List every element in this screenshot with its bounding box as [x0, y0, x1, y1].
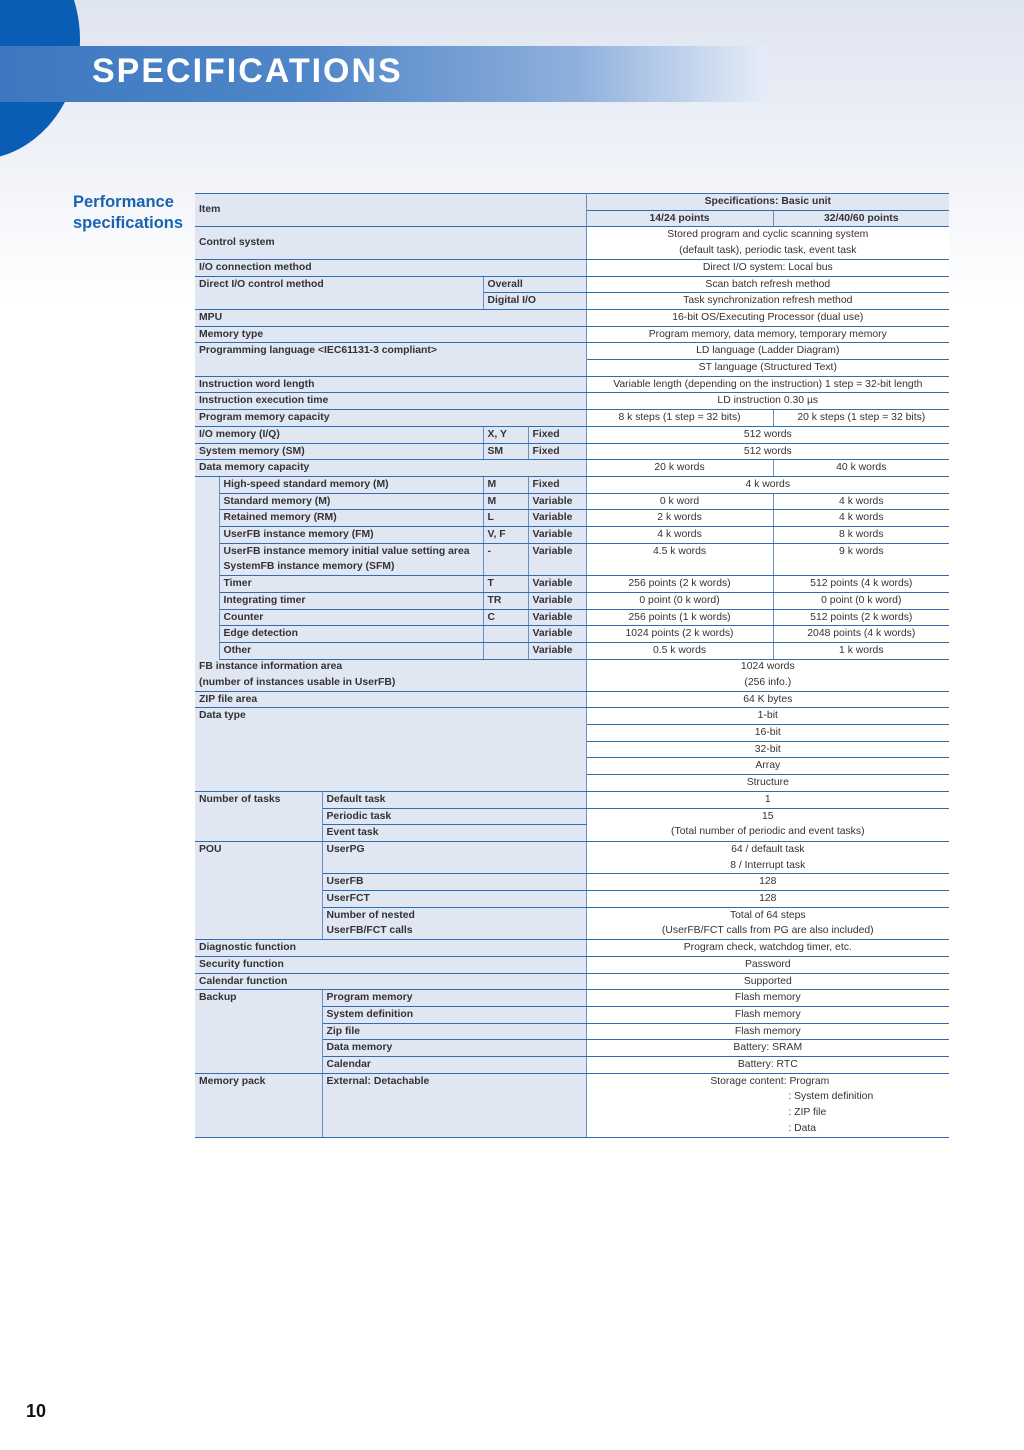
row-symbol: M [483, 476, 528, 493]
row-value: Supported [586, 973, 949, 990]
row-value [586, 808, 949, 841]
row-value: Structure [586, 775, 949, 792]
row-symbol: M [483, 493, 528, 510]
row-value: 16-bit OS/Executing Processor (dual use) [586, 309, 949, 326]
value-line: (default task), periodic task, event task [679, 245, 857, 257]
header-col1: 14/24 points [586, 210, 773, 227]
row-value-col1: 0.5 k words [586, 642, 773, 659]
row-label: I/O memory (I/Q) [195, 426, 483, 443]
row-value: Scan batch refresh method [586, 276, 949, 293]
value-line: Total of 64 steps [729, 909, 806, 921]
table-row [195, 527, 949, 544]
row-value [586, 659, 949, 691]
table-row [195, 576, 949, 593]
row-value: 1-bit [586, 708, 949, 725]
table-row [195, 973, 949, 990]
row-value-col1: 20 k words [586, 460, 773, 477]
row-value: Program check, watchdog timer, etc. [586, 940, 949, 957]
table-row [195, 426, 949, 443]
label-line: UserFB instance memory initial value setting area [223, 545, 470, 557]
row-type: Variable [528, 527, 586, 544]
row-value: Battery: SRAM [586, 1040, 949, 1057]
row-value: Flash memory [586, 1006, 949, 1023]
row-label: Counter [219, 609, 483, 626]
memory-pack-list [662, 1074, 873, 1137]
row-sublabel: UserPG [322, 841, 586, 873]
row-value-col2: 8 k words [773, 527, 949, 544]
row-value-col1: 1024 points (2 k words) [586, 626, 773, 643]
performance-spec-table [195, 193, 949, 1138]
value-line: (Total number of periodic and event tasks) [671, 826, 865, 838]
label-line: Number of nested [326, 909, 415, 921]
row-value-col2: 512 points (4 k words) [773, 576, 949, 593]
row-label: Programming language <IEC61131-3 compliant> [195, 343, 586, 376]
value-line: 8 / Interrupt task [730, 859, 806, 871]
row-value: 32-bit [586, 741, 949, 758]
value-line: Stored program and cyclic scanning system [667, 229, 869, 241]
row-value: 128 [586, 891, 949, 908]
table-row [195, 460, 949, 477]
row-sublabel: Program memory [322, 990, 586, 1007]
row-sublabel: Digital I/O [483, 293, 586, 310]
row-sublabel: Data memory [322, 1040, 586, 1057]
row-type: Fixed [528, 476, 586, 493]
row-label [219, 543, 483, 575]
row-type: Fixed [528, 443, 586, 460]
row-label: UserFB instance memory (FM) [219, 527, 483, 544]
value-line: Storage content: Program [710, 1075, 830, 1087]
row-label: Calendar function [195, 973, 586, 990]
table-row [195, 309, 949, 326]
row-value [586, 227, 949, 259]
section-title-line2: specifications [73, 214, 184, 232]
row-symbol: L [483, 510, 528, 527]
row-label: Direct I/O control method [195, 276, 483, 309]
row-label: Memory type [195, 326, 586, 343]
table-row [195, 708, 949, 725]
table-row [195, 476, 949, 493]
row-sublabel: UserFCT [322, 891, 586, 908]
row-value-col1: 8 k steps (1 step = 32 bits) [586, 410, 773, 427]
table-row [195, 691, 949, 708]
row-label: ZIP file area [195, 691, 586, 708]
row-value: Flash memory [586, 1023, 949, 1040]
row-label: Security function [195, 956, 586, 973]
row-label: Memory pack [195, 1073, 322, 1137]
table-row [195, 940, 949, 957]
row-value-col2: 9 k words [773, 543, 949, 575]
row-symbol: V, F [483, 527, 528, 544]
row-label: High-speed standard memory (M) [219, 476, 483, 493]
row-symbol: TR [483, 592, 528, 609]
value-line: 1024 words [740, 661, 795, 673]
label-line: (number of instances usable in UserFB) [199, 676, 396, 688]
row-label: Control system [195, 227, 586, 259]
row-symbol: - [483, 543, 528, 575]
table-row [195, 443, 949, 460]
row-value-col2: 4 k words [773, 493, 949, 510]
row-type: Variable [528, 543, 586, 575]
row-label: Standard memory (M) [219, 493, 483, 510]
row-value-col1: 0 k word [586, 493, 773, 510]
row-label: Program memory capacity [195, 410, 586, 427]
row-type: Variable [528, 493, 586, 510]
row-type: Variable [528, 626, 586, 643]
row-value-col1: 4 k words [586, 527, 773, 544]
table-row [195, 393, 949, 410]
row-value-col2: 2048 points (4 k words) [773, 626, 949, 643]
row-sublabel: UserFB [322, 874, 586, 891]
row-value: ST language (Structured Text) [586, 360, 949, 377]
section-title [73, 192, 193, 234]
row-type: Variable [528, 642, 586, 659]
row-label: Timer [219, 576, 483, 593]
row-value: Task synchronization refresh method [586, 293, 949, 310]
header-row [195, 194, 949, 211]
table-row [195, 642, 949, 659]
row-symbol [483, 642, 528, 659]
row-value-col2: 1 k words [773, 642, 949, 659]
row-value [586, 907, 949, 939]
row-value: LD language (Ladder Diagram) [586, 343, 949, 360]
header-spec: Specifications: Basic unit [586, 194, 949, 211]
row-label: Retained memory (RM) [219, 510, 483, 527]
value-line: (UserFB/FCT calls from PG are also included) [661, 925, 874, 937]
row-label: MPU [195, 309, 586, 326]
row-value-col1: 2 k words [586, 510, 773, 527]
row-type: Variable [528, 576, 586, 593]
value-line: : ZIP file [788, 1107, 827, 1119]
table-row [195, 227, 949, 259]
value-line: : Data [788, 1122, 817, 1134]
row-symbol: C [483, 609, 528, 626]
table-row [195, 376, 949, 393]
table-row [195, 592, 949, 609]
row-value: 512 words [586, 426, 949, 443]
table-row [195, 626, 949, 643]
row-value: 64 K bytes [586, 691, 949, 708]
row-value: Program memory, data memory, temporary memory [586, 326, 949, 343]
row-label: I/O connection method [195, 259, 586, 276]
row-label: Instruction word length [195, 376, 586, 393]
row-value-col1: 0 point (0 k word) [586, 592, 773, 609]
row-sublabel: System definition [322, 1006, 586, 1023]
row-value-col2: 40 k words [773, 460, 949, 477]
row-sublabel: External: Detachable [322, 1073, 586, 1137]
row-symbol: SM [483, 443, 528, 460]
value-line: 64 / default task [731, 843, 805, 855]
row-value: Variable length (depending on the instruction) 1 step = 32-bit length [586, 376, 949, 393]
row-label: Instruction execution time [195, 393, 586, 410]
table-row [195, 493, 949, 510]
table-row [195, 410, 949, 427]
row-label: Integrating timer [219, 592, 483, 609]
row-sublabel: Zip file [322, 1023, 586, 1040]
row-value-col2: 0 point (0 k word) [773, 592, 949, 609]
row-label: Edge detection [219, 626, 483, 643]
row-symbol: T [483, 576, 528, 593]
row-value: Flash memory [586, 990, 949, 1007]
label-line: SystemFB instance memory (SFM) [223, 561, 395, 573]
row-value: LD instruction 0.30 µs [586, 393, 949, 410]
row-label: Data memory capacity [195, 460, 586, 477]
row-value-col1: 4.5 k words [586, 543, 773, 575]
row-value: 1 [586, 791, 949, 808]
row-value: 128 [586, 874, 949, 891]
row-value: Password [586, 956, 949, 973]
row-value [586, 1073, 949, 1137]
table-row [195, 276, 949, 293]
row-label: Backup [195, 990, 322, 1074]
section-title-line1: Performance [73, 193, 174, 211]
page-number: 10 [26, 1401, 47, 1421]
row-sublabel: Overall [483, 276, 586, 293]
row-value: 4 k words [586, 476, 949, 493]
row-symbol: X, Y [483, 426, 528, 443]
label-line: FB instance information area [199, 661, 343, 673]
row-sublabel [322, 907, 586, 939]
header-item: Item [195, 194, 586, 227]
label-line: UserFB/FCT calls [326, 925, 413, 937]
row-symbol [483, 626, 528, 643]
row-sublabel: Event task [322, 825, 586, 842]
row-value-col2: 20 k steps (1 step = 32 bits) [773, 410, 949, 427]
row-type: Variable [528, 609, 586, 626]
row-label: Number of tasks [195, 791, 322, 841]
row-value-col1: 256 points (2 k words) [586, 576, 773, 593]
row-value: 16-bit [586, 725, 949, 742]
row-value: Battery: RTC [586, 1057, 949, 1074]
row-label: System memory (SM) [195, 443, 483, 460]
table-row [195, 259, 949, 276]
value-line: (256 info.) [744, 676, 792, 688]
row-value [586, 841, 949, 873]
row-sublabel: Periodic task [322, 808, 586, 825]
row-label [195, 659, 586, 691]
row-value-col2: 4 k words [773, 510, 949, 527]
table-row [195, 326, 949, 343]
row-label: POU [195, 841, 322, 939]
row-value-col2: 512 points (2 k words) [773, 609, 949, 626]
value-line: : System definition [788, 1091, 874, 1103]
row-label: Other [219, 642, 483, 659]
row-value: Array [586, 758, 949, 775]
row-type: Variable [528, 510, 586, 527]
table-row [195, 990, 949, 1007]
header-col2: 32/40/60 points [773, 210, 949, 227]
value-line: 15 [762, 810, 774, 822]
table-row [195, 659, 949, 691]
table-row [195, 609, 949, 626]
row-sublabel: Default task [322, 791, 586, 808]
row-label: Data type [195, 708, 586, 792]
row-value: 512 words [586, 443, 949, 460]
table-row [195, 1073, 949, 1137]
row-label: Diagnostic function [195, 940, 586, 957]
table-row [195, 841, 949, 873]
row-type: Fixed [528, 426, 586, 443]
row-value: Direct I/O system: Local bus [586, 259, 949, 276]
row-value-col1: 256 points (1 k words) [586, 609, 773, 626]
row-type: Variable [528, 592, 586, 609]
table-row [195, 343, 949, 360]
table-row [195, 791, 949, 808]
indent-cell [195, 476, 219, 659]
table-row [195, 510, 949, 527]
row-sublabel: Calendar [322, 1057, 586, 1074]
page-title: SPECIFICATIONS [92, 52, 403, 90]
table-row [195, 543, 949, 575]
table-row [195, 956, 949, 973]
